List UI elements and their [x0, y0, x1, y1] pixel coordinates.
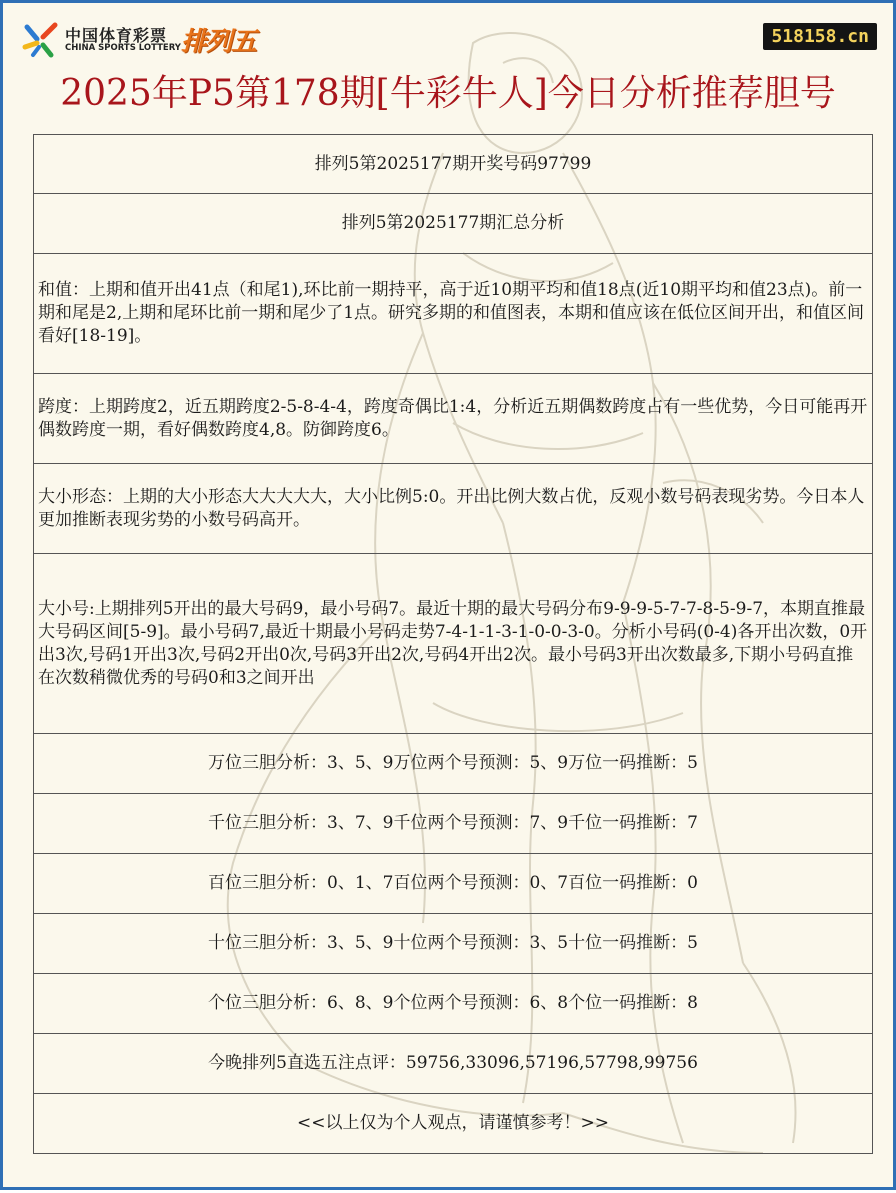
recommended-picks-row: 今晚排列5直选五注点评：59756,33096,57196,57798,99756: [33, 1034, 873, 1094]
thousands-digit-row: 千位三胆分析：3、7、9千位两个号预测：7、9千位一码推断：7: [33, 794, 873, 854]
units-digit-row: 个位三胆分析：6、8、9个位两个号预测：6、8个位一码推断：8: [33, 974, 873, 1034]
size-number-row: 大小号:上期排列5开出的最大号码9，最小号码7。最近十期的最大号码分布9-9-9-5-7-7-8-5-9-7，本期直推最大号码区间[5-9]。最小号码7,最近十期最小号码走势7-4-1-1-3-1-0-0-3-0。分析小号码(0-4)各开出次数，0开出3次,号码1开出3次,号码2开出0次,号码3开出2次,号码4开出2次。最小号码3开出次数最多,下期小号码直推在次数稍微优秀的号码0和3之间开出: [33, 554, 873, 734]
hundreds-digit-row: 百位三胆分析：0、1、7百位两个号预测：0、7百位一码推断：0: [33, 854, 873, 914]
draw-result-row: 排列5第2025177期开奖号码97799: [33, 134, 873, 194]
logo-english-text: CHINA SPORTS LOTTERY: [65, 43, 181, 53]
disclaimer-row: <<以上仅为个人观点，请谨慎参考！>>: [33, 1094, 873, 1154]
lottery-star-icon: [21, 21, 61, 59]
analysis-table: [33, 134, 873, 1154]
header: [3, 3, 893, 131]
sum-analysis-row: 和值：上期和值开出41点（和尾1),环比前一期持平，高于近10期平均和值18点(近10期平均和值23点)。前一期和尾是2,上期和尾环比前一期和尾少了1点。研究多期的和值图表，本期和值应该在低位区间开出，和值区间看好[18-19]。: [33, 254, 873, 374]
china-sports-lottery-logo: [21, 19, 281, 61]
site-domain-badge[interactable]: 518158.cn: [763, 23, 877, 50]
page-title: 2025年P5第178期[牛彩牛人]今日分析推荐胆号: [60, 73, 836, 114]
span-analysis-row: 跨度：上期跨度2，近五期跨度2-5-8-4-4，跨度奇偶比1:4，分析近五期偶数跨度占有一些优势，今日可能再开偶数跨度一期，看好偶数跨度4,8。防御跨度6。: [33, 374, 873, 464]
logo-chinese-text: 中国体育彩票: [65, 26, 168, 45]
logo-game-name: 排列五: [181, 27, 257, 57]
size-pattern-row: 大小形态：上期的大小形态大大大大大，大小比例5:0。开出比例大数占优，反观小数号码表现劣势。今日本人更加推断表现劣势的小数号码高开。: [33, 464, 873, 554]
tens-digit-row: 十位三胆分析：3、5、9十位两个号预测：3、5十位一码推断：5: [33, 914, 873, 974]
summary-heading-row: 排列5第2025177期汇总分析: [33, 194, 873, 254]
ten-thousands-digit-row: 万位三胆分析：3、5、9万位两个号预测：5、9万位一码推断：5: [33, 734, 873, 794]
